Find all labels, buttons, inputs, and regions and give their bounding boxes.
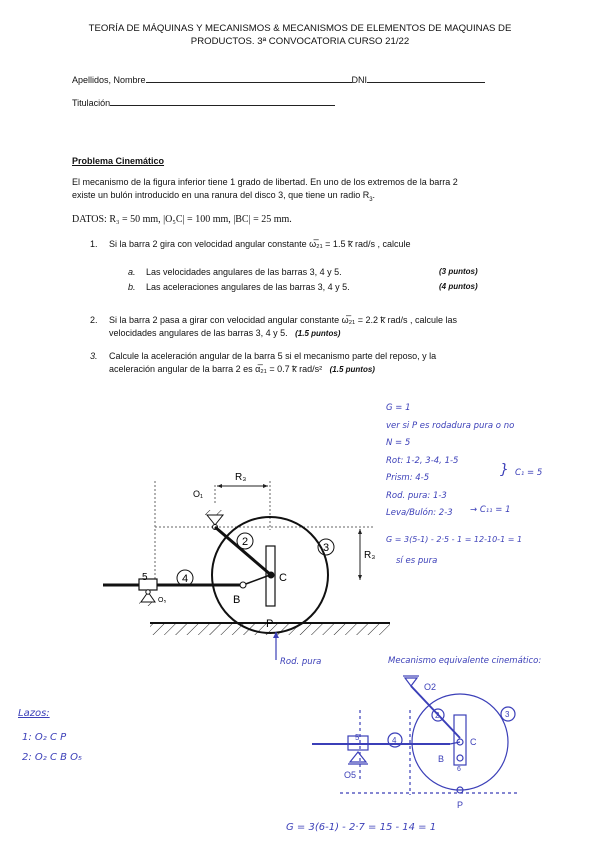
q1a-points: (3 puntos) bbox=[439, 267, 478, 276]
degree-label: Titulación bbox=[72, 98, 111, 108]
bar-2 bbox=[215, 527, 271, 575]
q2-line-2: velocidades angulares de las barras 3, 4 y 5. bbox=[109, 328, 288, 338]
note-line: Prism: 4-5 bbox=[386, 473, 430, 483]
o1-label: O₁ bbox=[193, 489, 204, 499]
note-line: ver si P es rodadura pura o no bbox=[386, 420, 515, 431]
label-disk-3: 3 bbox=[323, 542, 330, 554]
q3-points: (1.5 puntos) bbox=[329, 365, 375, 374]
equivalent-title: Mecanismo equivalente cinemático: bbox=[388, 656, 542, 666]
pin-b bbox=[240, 582, 246, 588]
lazos-title: Lazos: bbox=[18, 708, 50, 719]
problem-intro: El mecanismo de la figura inferior tiene 1 grado de libertad. En uno de los extremos de la barra 2 existe un bulón introducido en una ranura del disco 3, que tiene un radio $R_3$. bbox=[72, 176, 542, 207]
intro-line-1: El mecanismo de la figura inferior tiene 1 grado de libertad. En uno de los extremos de la barra 2 bbox=[72, 177, 458, 187]
problem-title: Problema Cinemático bbox=[72, 156, 165, 166]
q2-line-1: Si la barra 2 pasa a girar con velocidad angular constante ω̅₂₁ = 2.2 k̅ rad/s , calcule las bbox=[109, 315, 457, 325]
q2-points: (1.5 puntos) bbox=[295, 329, 341, 338]
equivalent-mechanism-sketch bbox=[300, 670, 530, 815]
intro-line-2: existe un bulón introducido en una ranura del disco 3, que tiene un radio R bbox=[72, 190, 370, 200]
q1-number: 1. bbox=[90, 239, 98, 249]
name-label: Apellidos, Nombre bbox=[72, 75, 146, 85]
note-line: Leva/Bulón: 2-3 bbox=[386, 508, 453, 518]
final-dof-equation: G = 3(6-1) - 2·7 = 15 - 14 = 1 bbox=[286, 822, 437, 833]
eq-label-o2: O2 bbox=[424, 682, 437, 692]
dni-field[interactable] bbox=[367, 74, 485, 83]
label-o5: O₅ bbox=[158, 597, 167, 604]
q2-number: 2. bbox=[90, 315, 98, 325]
note-line: G = 1 bbox=[386, 403, 411, 413]
r3-label-side: R₃ bbox=[364, 550, 376, 561]
brace: } bbox=[500, 462, 509, 478]
q1-text: Si la barra 2 gira con velocidad angular constante ω̅₂₁ = 1.5 k̅ rad/s , calcule bbox=[109, 239, 411, 249]
name-field[interactable] bbox=[146, 74, 352, 83]
q1b-letter: b. bbox=[128, 282, 136, 292]
eq-label-2: 2 bbox=[435, 711, 440, 720]
eq-label-6: 6 bbox=[457, 766, 461, 773]
eq-label-p: P bbox=[457, 800, 464, 810]
label-p: P bbox=[266, 618, 274, 630]
eq-label-3: 3 bbox=[505, 710, 510, 719]
intro-r3-sub: 3 bbox=[369, 196, 373, 203]
label-c: C bbox=[279, 572, 287, 584]
exam-header bbox=[60, 22, 540, 48]
brace-c2: → C₁₁ = 1 bbox=[470, 505, 511, 515]
note-line: Rod. pura: 1-3 bbox=[386, 490, 447, 501]
note-dof: G = 3(5-1) - 2·5 - 1 = 12-10-1 = 1 bbox=[386, 535, 523, 544]
q3-line-1: Calcule la aceleración angular de la barra 5 si el mecanismo parte del reposo, y la bbox=[109, 351, 437, 361]
header-line-1: TEORÍA DE MÁQUINAS Y MECANISMOS & MECANISMOS DE ELEMENTOS DE MAQUINAS DE bbox=[88, 23, 512, 34]
eq-label-4: 4 bbox=[392, 736, 397, 745]
dni-label: DNI bbox=[351, 75, 368, 85]
eq-label-c: C bbox=[470, 737, 477, 747]
degree-field[interactable] bbox=[110, 97, 335, 106]
label-b: B bbox=[233, 594, 241, 606]
q1b-points: (4 puntos) bbox=[439, 282, 478, 291]
r3-label-top: R₃ bbox=[235, 472, 247, 483]
label-bar-4: 4 bbox=[182, 573, 189, 585]
note-pure: sí es pura bbox=[396, 556, 438, 566]
degree-field-row bbox=[72, 97, 335, 108]
q2-text bbox=[109, 314, 559, 340]
o1-support bbox=[207, 515, 223, 525]
q3-line-2: aceleración angular de la barra 2 es α̅₂₁ = 0.7 k̅ rad/s² bbox=[109, 364, 323, 374]
q1a-letter: a. bbox=[128, 267, 136, 277]
lazo-1: 1: O₂ C P bbox=[22, 732, 67, 743]
lazo-2: 2: O₂ C B O₅ bbox=[22, 752, 83, 763]
rod-pura-note: Rod. pura bbox=[280, 657, 322, 667]
q3-number: 3. bbox=[90, 351, 98, 361]
note-line: Rot: 1-2, 3-4, 1-5 bbox=[386, 455, 459, 466]
q3-text bbox=[109, 350, 559, 376]
q1a-text: Las velocidades angulares de las barras 3, 4 y 5. bbox=[146, 267, 342, 277]
mechanism-figure bbox=[95, 455, 395, 670]
label-bar-2: 2 bbox=[242, 536, 249, 548]
label-slider-5: 5 bbox=[142, 572, 148, 583]
eq-label-o5: O5 bbox=[344, 770, 357, 780]
header-line-2: PRODUCTOS. 3ª CONVOCATORIA CURSO 21/22 bbox=[190, 36, 410, 47]
eq-label-b: B bbox=[438, 754, 445, 764]
brace-c1: C₁ = 5 bbox=[515, 468, 543, 478]
note-line: N = 5 bbox=[386, 438, 411, 448]
name-field-row bbox=[72, 74, 485, 85]
eq-label-5: 5 bbox=[355, 733, 360, 742]
q1b-text: Las aceleraciones angulares de las barras 3, 4 y 5. bbox=[146, 282, 350, 292]
datos-line: DATOS: R₃ = 50 mm, |O₅C| = 100 mm, |BC| = 25 mm. bbox=[72, 214, 292, 225]
